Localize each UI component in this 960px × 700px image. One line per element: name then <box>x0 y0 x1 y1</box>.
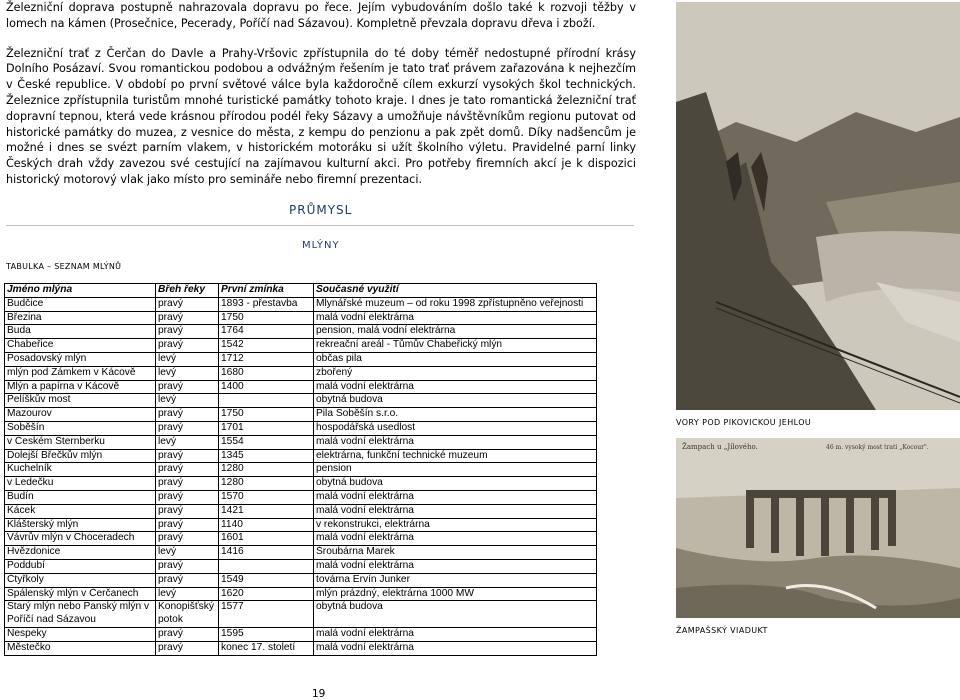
cell-current-use: rekreační areál - Tůmův Chabeřický mlýn <box>314 339 597 353</box>
table-row <box>5 463 597 477</box>
photo2-caption: ŽAMPAŠSKÝ VIADUKT <box>676 626 768 635</box>
cell-river-bank: levý <box>156 546 219 560</box>
table-row <box>5 449 597 463</box>
cell-mill-name: Kácek <box>5 504 156 518</box>
table-row <box>5 297 597 311</box>
cell-mill-name: Starý mlýn nebo Panský mlýn v Poříčí nad Sázavou <box>5 601 156 628</box>
table-row <box>5 394 597 408</box>
railway-paragraph: Železniční trať z Čerčan do Davle a Prahy-Vršovic zpřístupnila do té doby téměř nedostupné přírodní krásy Dolního Posázaví. Svou romantickou podobou a odvážným řešením je tato trať právem zařazována k nejhezčím v České republice. V období po první světové válce byla každoročně cílem exkurzí vysokých škol technických. Železnice zpřístupnila turistům mnohé turistické památky tohoto kraje. I dnes je tato romantická železniční trať dopravní tepnou, která vede krásnou přírodou podél řeky Sázavy a umožňuje návštěvníkům regionu putovat od historické památky do muzea, z vesnice do města, z kempu do penzionu a pak zpět domů. Díky nadšencům je možné i dnes se svézt parním vlakem, v historickém motoráku si užít školního výletu. Pravidelné parní linky Českých drah vždy zavezou své cestující na zajímavou kulturní akci. Pro potřeby firemních akcí je k dispozici historický motorový vlak jako místo pro semináře nebo firemní prezentaci. <box>6 46 636 186</box>
table-row <box>5 546 597 560</box>
cell-mill-name: Nespeky <box>5 627 156 641</box>
photo-viaduct-illustration <box>676 438 960 618</box>
cell-river-bank: Konopišťský potok <box>156 601 219 628</box>
body-text-column <box>6 0 636 188</box>
cell-current-use: malá vodní elektrárna <box>314 532 597 546</box>
cell-current-use: obytná budova <box>314 601 597 628</box>
cell-first-mention: 1554 <box>219 435 314 449</box>
cell-current-use: malá vodní elektrárna <box>314 559 597 573</box>
cell-first-mention <box>219 394 314 408</box>
section-heading-rule <box>6 225 634 226</box>
table-row <box>5 352 597 366</box>
table-row <box>5 477 597 491</box>
cell-mill-name: Posadovský mlýn <box>5 352 156 366</box>
cell-mill-name: Soběšín <box>5 421 156 435</box>
photo1-caption: VORY POD PIKOVICKOU JEHLOU <box>676 418 812 427</box>
cell-river-bank: pravý <box>156 518 219 532</box>
table-row <box>5 325 597 339</box>
cell-current-use: obytná budova <box>314 394 597 408</box>
photo-zampach-viaduct <box>676 438 960 618</box>
header-mill-name: Jméno mlýna <box>5 284 156 298</box>
table-row <box>5 490 597 504</box>
cell-mill-name: Březina <box>5 311 156 325</box>
intro-paragraph: Železniční doprava postupně nahrazovala dopravu po řece. Jejím vybudováním došlo také k rozvoji těžby v lomech na kámen (Prosečnice, Pecerady, Poříčí nad Sázavou). Kompletně převzala dopravu dřeva i zboží. <box>6 1 636 30</box>
cell-first-mention: 1620 <box>219 587 314 601</box>
cell-river-bank: pravý <box>156 339 219 353</box>
header-first-mention: První zmínka <box>219 284 314 298</box>
header-current-use: Současné využití <box>314 284 597 298</box>
cell-mill-name: Poddubí <box>5 559 156 573</box>
cell-river-bank: pravý <box>156 408 219 422</box>
table-row <box>5 532 597 546</box>
cell-river-bank: pravý <box>156 504 219 518</box>
cell-mill-name: Městečko <box>5 641 156 655</box>
cell-mill-name: Kuchelník <box>5 463 156 477</box>
cell-river-bank: levý <box>156 435 219 449</box>
cell-mill-name: v Českém Šternberku <box>5 435 156 449</box>
cell-river-bank: pravý <box>156 477 219 491</box>
cell-first-mention: 1140 <box>219 518 314 532</box>
cell-river-bank: pravý <box>156 325 219 339</box>
cell-mill-name: Mlýn a papírna v Kácově <box>5 380 156 394</box>
table-row <box>5 627 597 641</box>
table-row <box>5 380 597 394</box>
cell-river-bank: levý <box>156 587 219 601</box>
cell-current-use: malá vodní elektrárna <box>314 627 597 641</box>
cell-mill-name: Dolejší Břečkův mlýn <box>5 449 156 463</box>
cell-current-use: pension, malá vodní elektrárna <box>314 325 597 339</box>
cell-first-mention: 1680 <box>219 366 314 380</box>
cell-current-use: malá vodní elektrárna <box>314 490 597 504</box>
cell-mill-name: Budín <box>5 490 156 504</box>
cell-current-use: továrna Ervín Junker <box>314 573 597 587</box>
cell-first-mention: 1549 <box>219 573 314 587</box>
header-river-bank: Břeh řeky <box>156 284 219 298</box>
cell-current-use: mlýn prázdný, elektrárna 1000 MW <box>314 587 597 601</box>
cell-river-bank: pravý <box>156 627 219 641</box>
table-caption: TABULKA – SEZNAM MLÝNŮ <box>6 262 122 271</box>
photo-rafts-illustration <box>676 2 960 410</box>
cell-river-bank: pravý <box>156 559 219 573</box>
photo-rafts-pikovice-needle <box>676 2 960 410</box>
cell-river-bank: pravý <box>156 532 219 546</box>
cell-river-bank: pravý <box>156 297 219 311</box>
table-row <box>5 573 597 587</box>
cell-river-bank: levý <box>156 394 219 408</box>
table-row <box>5 504 597 518</box>
cell-first-mention: 1893 - přestavba <box>219 297 314 311</box>
mills-table-body <box>5 297 597 655</box>
cell-river-bank: pravý <box>156 490 219 504</box>
mills-table <box>4 283 597 656</box>
cell-first-mention: 1595 <box>219 627 314 641</box>
table-row <box>5 408 597 422</box>
cell-first-mention: 1570 <box>219 490 314 504</box>
cell-current-use: Šroubárna Marek <box>314 546 597 560</box>
cell-current-use: malá vodní elektrárna <box>314 641 597 655</box>
cell-mill-name: Klášterský mlýn <box>5 518 156 532</box>
cell-first-mention: 1542 <box>219 339 314 353</box>
cell-river-bank: pravý <box>156 311 219 325</box>
cell-current-use: zbořený <box>314 366 597 380</box>
cell-mill-name: Buda <box>5 325 156 339</box>
cell-first-mention: 1400 <box>219 380 314 394</box>
cell-first-mention: 1416 <box>219 546 314 560</box>
cell-first-mention: 1345 <box>219 449 314 463</box>
cell-first-mention: 1764 <box>219 325 314 339</box>
cell-current-use: Mlynářské muzeum – od roku 1998 zpřístupněno veřejnosti <box>314 297 597 311</box>
section-heading: PRŮMYSL <box>289 203 353 217</box>
cell-mill-name: Čtyřkoly <box>5 573 156 587</box>
cell-mill-name: Spálenský mlýn v Čerčanech <box>5 587 156 601</box>
cell-river-bank: pravý <box>156 463 219 477</box>
cell-river-bank: pravý <box>156 380 219 394</box>
photo2-inscription-left: Žampach u „Jílového. <box>682 443 758 451</box>
table-row <box>5 518 597 532</box>
cell-river-bank: pravý <box>156 449 219 463</box>
subsection-heading: MLÝNY <box>302 240 340 251</box>
cell-first-mention: 1750 <box>219 408 314 422</box>
table-row <box>5 311 597 325</box>
cell-mill-name: mlýn pod Zámkem v Kácově <box>5 366 156 380</box>
cell-river-bank: levý <box>156 352 219 366</box>
table-row <box>5 435 597 449</box>
cell-first-mention: 1712 <box>219 352 314 366</box>
cell-current-use: hospodářská usedlost <box>314 421 597 435</box>
cell-first-mention: 1577 <box>219 601 314 628</box>
cell-river-bank: pravý <box>156 641 219 655</box>
table-row <box>5 421 597 435</box>
cell-first-mention: 1750 <box>219 311 314 325</box>
cell-first-mention: 1280 <box>219 463 314 477</box>
cell-first-mention: 1601 <box>219 532 314 546</box>
table-header-row <box>5 284 597 298</box>
page-number: 19 <box>312 688 326 700</box>
cell-first-mention: 1280 <box>219 477 314 491</box>
cell-mill-name: Pelíškův most <box>5 394 156 408</box>
table-row <box>5 559 597 573</box>
table-row <box>5 587 597 601</box>
cell-current-use: obytná budova <box>314 477 597 491</box>
cell-first-mention: 1701 <box>219 421 314 435</box>
cell-mill-name: Mazourov <box>5 408 156 422</box>
photo2-inscription-right: 46 m. vysoký most trati „Kocour". <box>826 444 929 451</box>
cell-river-bank: pravý <box>156 573 219 587</box>
cell-current-use: občas pila <box>314 352 597 366</box>
cell-current-use: elektrárna, funkční technické muzeum <box>314 449 597 463</box>
table-row <box>5 339 597 353</box>
cell-mill-name: Vávrův mlýn v Choceradech <box>5 532 156 546</box>
cell-current-use: malá vodní elektrárna <box>314 435 597 449</box>
cell-mill-name: Chabeřice <box>5 339 156 353</box>
table-row <box>5 641 597 655</box>
cell-first-mention <box>219 559 314 573</box>
table-row <box>5 601 597 628</box>
cell-river-bank: levý <box>156 366 219 380</box>
cell-mill-name: v Ledečku <box>5 477 156 491</box>
cell-first-mention: konec 17. století <box>219 641 314 655</box>
cell-current-use: malá vodní elektrárna <box>314 504 597 518</box>
cell-current-use: pension <box>314 463 597 477</box>
cell-mill-name: Hvězdonice <box>5 546 156 560</box>
cell-river-bank: pravý <box>156 421 219 435</box>
cell-current-use: malá vodní elektrárna <box>314 311 597 325</box>
cell-current-use: Pila Soběšín s.r.o. <box>314 408 597 422</box>
cell-current-use: v rekonstrukci, elektrárna <box>314 518 597 532</box>
table-row <box>5 366 597 380</box>
cell-first-mention: 1421 <box>219 504 314 518</box>
cell-current-use: malá vodní elektrárna <box>314 380 597 394</box>
cell-mill-name: Budčice <box>5 297 156 311</box>
